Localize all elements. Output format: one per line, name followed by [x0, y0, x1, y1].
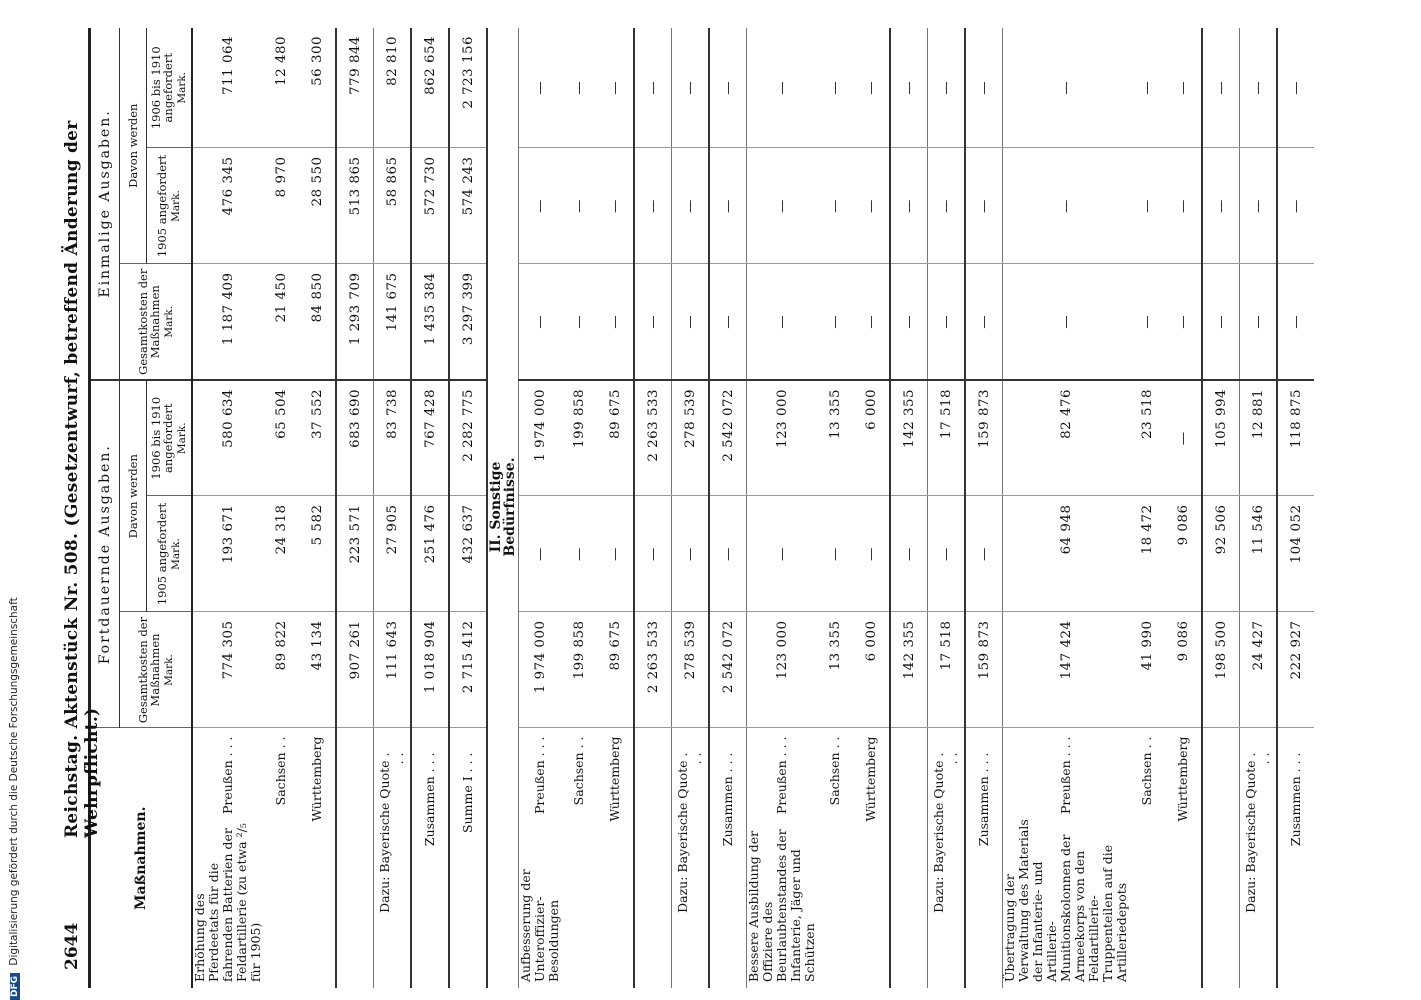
col-recurring-1906-1910: 1906 bis 1910 angefordert Mark. [147, 380, 193, 496]
digitization-note-text: Digitalisierung gefördert durch die Deutsche Forschungsgemeinschaft [8, 597, 20, 966]
recurring-value-cell: 9 086 [1165, 612, 1202, 728]
recurring-value-cell: 222 927 [1277, 612, 1314, 728]
onetime-value-cell: — [928, 264, 966, 380]
recurring-value-cell: 82 476 [1003, 380, 1130, 496]
recurring-value-cell: — [928, 496, 966, 612]
recurring-value-cell: 43 134 [299, 612, 336, 728]
row-state: Preußen . . . [774, 736, 789, 814]
recurring-value-cell: 142 355 [890, 612, 928, 728]
onetime-value-cell: — [1240, 148, 1278, 264]
row-state: Preußen . . . [220, 736, 235, 814]
recurring-value-cell: 89 675 [597, 612, 634, 728]
table-row [634, 28, 672, 988]
row-label: Erhöhung des Pferdeetats für die fahrenden Batterien der Feldartillerie (zu etwa ²/₅ für 1905) [192, 823, 263, 982]
recurring-value-cell: 17 518 [928, 380, 966, 496]
table-row [519, 28, 562, 988]
recurring-value-cell: 105 994 [1202, 380, 1240, 496]
row-label: II. Sonstige Bedürfnisse. [488, 457, 518, 557]
onetime-value-cell: 2 723 156 [449, 28, 487, 148]
recurring-value-cell: — [709, 496, 747, 612]
col-onetime-1905: 1905 angefordert Mark. [147, 148, 193, 264]
recurring-value-cell: 159 873 [965, 612, 1003, 728]
onetime-value-cell: — [1277, 28, 1314, 148]
col-recurring-1905: 1905 angefordert Mark. [147, 496, 193, 612]
onetime-value-cell: — [1277, 148, 1314, 264]
recurring-value-cell: 92 506 [1202, 496, 1240, 612]
onetime-value-cell: — [634, 148, 672, 264]
row-label-cell [817, 728, 853, 988]
table-row [890, 28, 928, 988]
table-row [1240, 28, 1278, 988]
onetime-value-cell: 8 970 [263, 148, 299, 264]
row-state: Württemberg [309, 736, 324, 822]
onetime-value-cell: — [561, 148, 597, 264]
onetime-value-cell: — [1240, 28, 1278, 148]
onetime-value-cell: — [965, 148, 1003, 264]
table-row [747, 28, 818, 988]
onetime-value-cell: — [928, 148, 966, 264]
recurring-value-cell: 37 552 [299, 380, 336, 496]
table-row [263, 28, 299, 988]
row-label-cell [561, 728, 597, 988]
onetime-value-cell: 58 865 [374, 148, 412, 264]
table-row [709, 28, 747, 988]
onetime-value-cell: 3 297 399 [449, 264, 487, 380]
table-row [336, 28, 374, 988]
recurring-value-cell: 64 948 [1003, 496, 1130, 612]
table-row [449, 28, 487, 988]
recurring-value-cell: 1 018 904 [411, 612, 449, 728]
row-label-cell [411, 728, 449, 988]
onetime-value-cell: — [1003, 148, 1130, 264]
recurring-value-cell: — [890, 496, 928, 612]
recurring-value-cell: 17 518 [928, 612, 966, 728]
recurring-value-cell: 9 086 [1165, 496, 1202, 612]
onetime-value-cell: — [561, 264, 597, 380]
table-row [672, 28, 710, 988]
onetime-value-cell: — [597, 148, 634, 264]
recurring-value-cell: 251 476 [411, 496, 449, 612]
row-label-cell [890, 728, 928, 988]
onetime-value-cell: — [561, 28, 597, 148]
recurring-value-cell: 13 355 [817, 380, 853, 496]
col-onetime-total: Gesamtkosten der Maßnahmen Mark. [120, 264, 193, 380]
onetime-value-cell: 574 243 [449, 148, 487, 264]
recurring-value-cell: 13 355 [817, 612, 853, 728]
onetime-value-cell: — [597, 264, 634, 380]
row-label-cell [1165, 728, 1202, 988]
row-label-cell [597, 728, 634, 988]
onetime-value-cell: 21 450 [263, 264, 299, 380]
onetime-value-cell: — [890, 148, 928, 264]
onetime-value-cell: — [519, 264, 562, 380]
row-label-cell [449, 728, 487, 988]
row-state: Sachsen . . [273, 736, 288, 806]
recurring-value-cell: 83 738 [374, 380, 412, 496]
onetime-davon-header: Davon werden [120, 28, 147, 264]
expenditure-table [88, 28, 1314, 988]
recurring-value-cell: 147 424 [1003, 612, 1130, 728]
recurring-value-cell: 683 690 [336, 380, 374, 496]
recurring-value-cell: 118 875 [1277, 380, 1314, 496]
onetime-value-cell: 56 300 [299, 28, 336, 148]
recurring-value-cell: 41 990 [1129, 612, 1165, 728]
onetime-value-cell: — [672, 28, 710, 148]
recurring-value-cell: 2 542 072 [709, 612, 747, 728]
onetime-value-cell: — [817, 28, 853, 148]
onetime-value-cell: 476 345 [192, 148, 263, 264]
document-page [60, 28, 1314, 988]
recurring-value-cell: 24 318 [263, 496, 299, 612]
onetime-value-cell: 1 187 409 [192, 264, 263, 380]
onetime-value-cell: — [1277, 264, 1314, 380]
row-label-cell [487, 28, 519, 988]
onetime-value-cell: — [1202, 148, 1240, 264]
row-state: Sachsen . . [571, 736, 586, 806]
col-recurring-total: Gesamtkosten der Maßnahmen Mark. [120, 612, 193, 728]
onetime-value-cell: 711 064 [192, 28, 263, 148]
onetime-value-cell: — [853, 28, 890, 148]
recurring-value-cell: 27 905 [374, 496, 412, 612]
onetime-value-cell: — [672, 148, 710, 264]
recurring-value-cell: — [747, 496, 818, 612]
row-label: Übertragung der Verwaltung des Materials der Infanterie- und Artillerie-Munitionskolonnen der Armeekorps von den Feldartillerie-Truppenteilen auf die Artilleriedepots [1002, 819, 1129, 982]
row-label-cell [1277, 728, 1314, 988]
row-label: Zusammen . . . [976, 752, 992, 847]
onetime-value-cell: — [634, 28, 672, 148]
onetime-value-cell: — [709, 28, 747, 148]
table-row [853, 28, 890, 988]
recurring-value-cell: 2 282 775 [449, 380, 487, 496]
recurring-value-cell: 111 643 [374, 612, 412, 728]
recurring-value-cell: 767 428 [411, 380, 449, 496]
recurring-value-cell: — [817, 496, 853, 612]
onetime-value-cell: 84 850 [299, 264, 336, 380]
onetime-value-cell: — [634, 264, 672, 380]
digitization-note [8, 0, 20, 1000]
recurring-value-cell: 123 000 [747, 612, 818, 728]
measures-header: Maßnahmen. [90, 728, 193, 988]
onetime-value-cell: — [890, 264, 928, 380]
recurring-value-cell: — [853, 496, 890, 612]
recurring-value-cell: 1 974 000 [519, 380, 562, 496]
recurring-value-cell: 278 539 [672, 612, 710, 728]
row-label: Zusammen . . . [422, 752, 438, 847]
row-label-cell [299, 728, 336, 988]
table-row [1165, 28, 1202, 988]
onetime-value-cell: — [1165, 148, 1202, 264]
row-state: Württemberg [1175, 736, 1190, 822]
recurring-value-cell: — [597, 496, 634, 612]
recurring-value-cell: — [561, 496, 597, 612]
row-label: Dazu: Bayerische Quote . . . [377, 752, 406, 913]
row-state: Preußen . . . [1058, 736, 1073, 814]
recurring-value-cell: 123 000 [747, 380, 818, 496]
row-label-cell [263, 728, 299, 988]
onetime-value-cell: — [1240, 264, 1278, 380]
table-row [597, 28, 634, 988]
onetime-value-cell: — [817, 148, 853, 264]
recurring-value-cell: 199 858 [561, 380, 597, 496]
onetime-value-cell: — [1165, 28, 1202, 148]
recurring-value-cell: 65 504 [263, 380, 299, 496]
recurring-davon-header: Davon werden [120, 380, 147, 612]
onetime-value-cell: 1 435 384 [411, 264, 449, 380]
onetime-value-cell: — [747, 28, 818, 148]
onetime-value-cell: 28 550 [299, 148, 336, 264]
row-label-cell [519, 728, 562, 988]
row-label-cell [672, 728, 710, 988]
row-label-cell [747, 728, 818, 988]
recurring-value-cell: 580 634 [192, 380, 263, 496]
recurring-value-cell: 2 715 412 [449, 612, 487, 728]
recurring-value-cell: 11 546 [1240, 496, 1278, 612]
recurring-expenses-header: Fortdauernde Ausgaben. [90, 380, 120, 728]
recurring-value-cell: 193 671 [192, 496, 263, 612]
recurring-value-cell: 199 858 [561, 612, 597, 728]
row-label-cell [1129, 728, 1165, 988]
recurring-value-cell: 907 261 [336, 612, 374, 728]
row-label-cell [965, 728, 1003, 988]
onetime-value-cell: — [597, 28, 634, 148]
table-row [374, 28, 412, 988]
row-label: Aufbesserung der Unteroffizier-Besoldungen [518, 869, 561, 982]
table-row [1129, 28, 1165, 988]
row-label-cell [1240, 728, 1278, 988]
page-number: 2644 [62, 922, 82, 970]
onetime-value-cell: 141 675 [374, 264, 412, 380]
onetime-value-cell: — [672, 264, 710, 380]
page-header [60, 28, 102, 988]
onetime-value-cell: — [709, 148, 747, 264]
row-label-cell [709, 728, 747, 988]
row-label: Dazu: Bayerische Quote . . . [675, 752, 704, 913]
recurring-value-cell: 774 305 [192, 612, 263, 728]
onetime-value-cell: — [1129, 264, 1165, 380]
onetime-value-cell: — [853, 148, 890, 264]
row-state: Sachsen . . [1139, 736, 1154, 806]
table-row [1202, 28, 1240, 988]
row-label: Summe I . . . [460, 752, 476, 833]
recurring-value-cell: — [519, 496, 562, 612]
onetime-expenses-header: Einmalige Ausgaben. [90, 28, 120, 380]
onetime-value-cell: 82 810 [374, 28, 412, 148]
onetime-value-cell: — [1003, 264, 1130, 380]
onetime-value-cell: 1 293 709 [336, 264, 374, 380]
recurring-value-cell: 2 542 072 [709, 380, 747, 496]
table-row [1003, 28, 1130, 988]
table-row [411, 28, 449, 988]
table-row [192, 28, 263, 988]
onetime-value-cell: 12 480 [263, 28, 299, 148]
row-state: Württemberg [863, 736, 878, 822]
recurring-value-cell: 2 263 533 [634, 612, 672, 728]
onetime-value-cell: — [747, 264, 818, 380]
onetime-value-cell: 862 654 [411, 28, 449, 148]
onetime-value-cell: — [817, 264, 853, 380]
recurring-value-cell: 1 974 000 [519, 612, 562, 728]
row-label-cell [1202, 728, 1240, 988]
onetime-value-cell: 513 865 [336, 148, 374, 264]
recurring-value-cell: 198 500 [1202, 612, 1240, 728]
row-state: Württemberg [607, 736, 622, 822]
onetime-value-cell: — [965, 264, 1003, 380]
row-label-cell [374, 728, 412, 988]
recurring-value-cell: 2 263 533 [634, 380, 672, 496]
onetime-value-cell: 779 844 [336, 28, 374, 148]
row-label-cell [928, 728, 966, 988]
onetime-value-cell: — [965, 28, 1003, 148]
recurring-value-cell: — [634, 496, 672, 612]
recurring-value-cell: 278 539 [672, 380, 710, 496]
table-row [561, 28, 597, 988]
onetime-value-cell: — [928, 28, 966, 148]
recurring-value-cell: 24 427 [1240, 612, 1278, 728]
row-label: Dazu: Bayerische Quote . . . [1243, 752, 1272, 913]
onetime-value-cell: — [709, 264, 747, 380]
onetime-value-cell: — [519, 28, 562, 148]
table-row [487, 28, 519, 988]
onetime-value-cell: 572 730 [411, 148, 449, 264]
table-row [817, 28, 853, 988]
row-state: Preußen . . . [532, 736, 547, 814]
table-row [965, 28, 1003, 988]
onetime-value-cell: — [747, 148, 818, 264]
row-label-cell [1003, 728, 1130, 988]
onetime-value-cell: — [1202, 264, 1240, 380]
row-label: Bessere Ausbildung der Offiziere des Beurlaubtenstandes der Infanterie, Jäger und Schützen [746, 829, 817, 982]
recurring-value-cell: 5 582 [299, 496, 336, 612]
table-row [928, 28, 966, 988]
onetime-value-cell: — [519, 148, 562, 264]
recurring-value-cell: 142 355 [890, 380, 928, 496]
row-label-cell [336, 728, 374, 988]
onetime-value-cell: — [1129, 148, 1165, 264]
onetime-value-cell: — [1165, 264, 1202, 380]
onetime-value-cell: — [1003, 28, 1130, 148]
row-state: Sachsen . . [827, 736, 842, 806]
recurring-value-cell: 223 571 [336, 496, 374, 612]
recurring-value-cell: 159 873 [965, 380, 1003, 496]
row-label-cell [192, 728, 263, 988]
recurring-value-cell: 18 472 [1129, 496, 1165, 612]
recurring-value-cell: 89 822 [263, 612, 299, 728]
row-label-cell [634, 728, 672, 988]
recurring-value-cell: 6 000 [853, 380, 890, 496]
row-label: Dazu: Bayerische Quote . . . [931, 752, 960, 913]
recurring-value-cell: — [965, 496, 1003, 612]
onetime-value-cell: — [890, 28, 928, 148]
row-label-cell [853, 728, 890, 988]
dfg-logo: DFG [10, 973, 20, 1000]
page-title: Reichstag. Aktenstück Nr. 508. (Gesetzentwurf, betreffend Änderung der Wehrpflicht.) [62, 120, 102, 838]
onetime-value-cell: — [853, 264, 890, 380]
recurring-value-cell: 6 000 [853, 612, 890, 728]
row-label: Zusammen . . . [1288, 752, 1304, 847]
recurring-value-cell: 104 052 [1277, 496, 1314, 612]
recurring-value-cell: — [672, 496, 710, 612]
recurring-value-cell: 12 881 [1240, 380, 1278, 496]
onetime-value-cell: — [1202, 28, 1240, 148]
table-body [192, 28, 1314, 988]
recurring-value-cell: — [1165, 380, 1202, 496]
table-row [1277, 28, 1314, 988]
onetime-value-cell: — [1129, 28, 1165, 148]
recurring-value-cell: 89 675 [597, 380, 634, 496]
table-row [299, 28, 336, 988]
col-onetime-1906-1910: 1906 bis 1910 angefordert Mark. [147, 28, 193, 148]
recurring-value-cell: 23 518 [1129, 380, 1165, 496]
recurring-value-cell: 432 637 [449, 496, 487, 612]
row-label: Zusammen . . . [720, 752, 736, 847]
